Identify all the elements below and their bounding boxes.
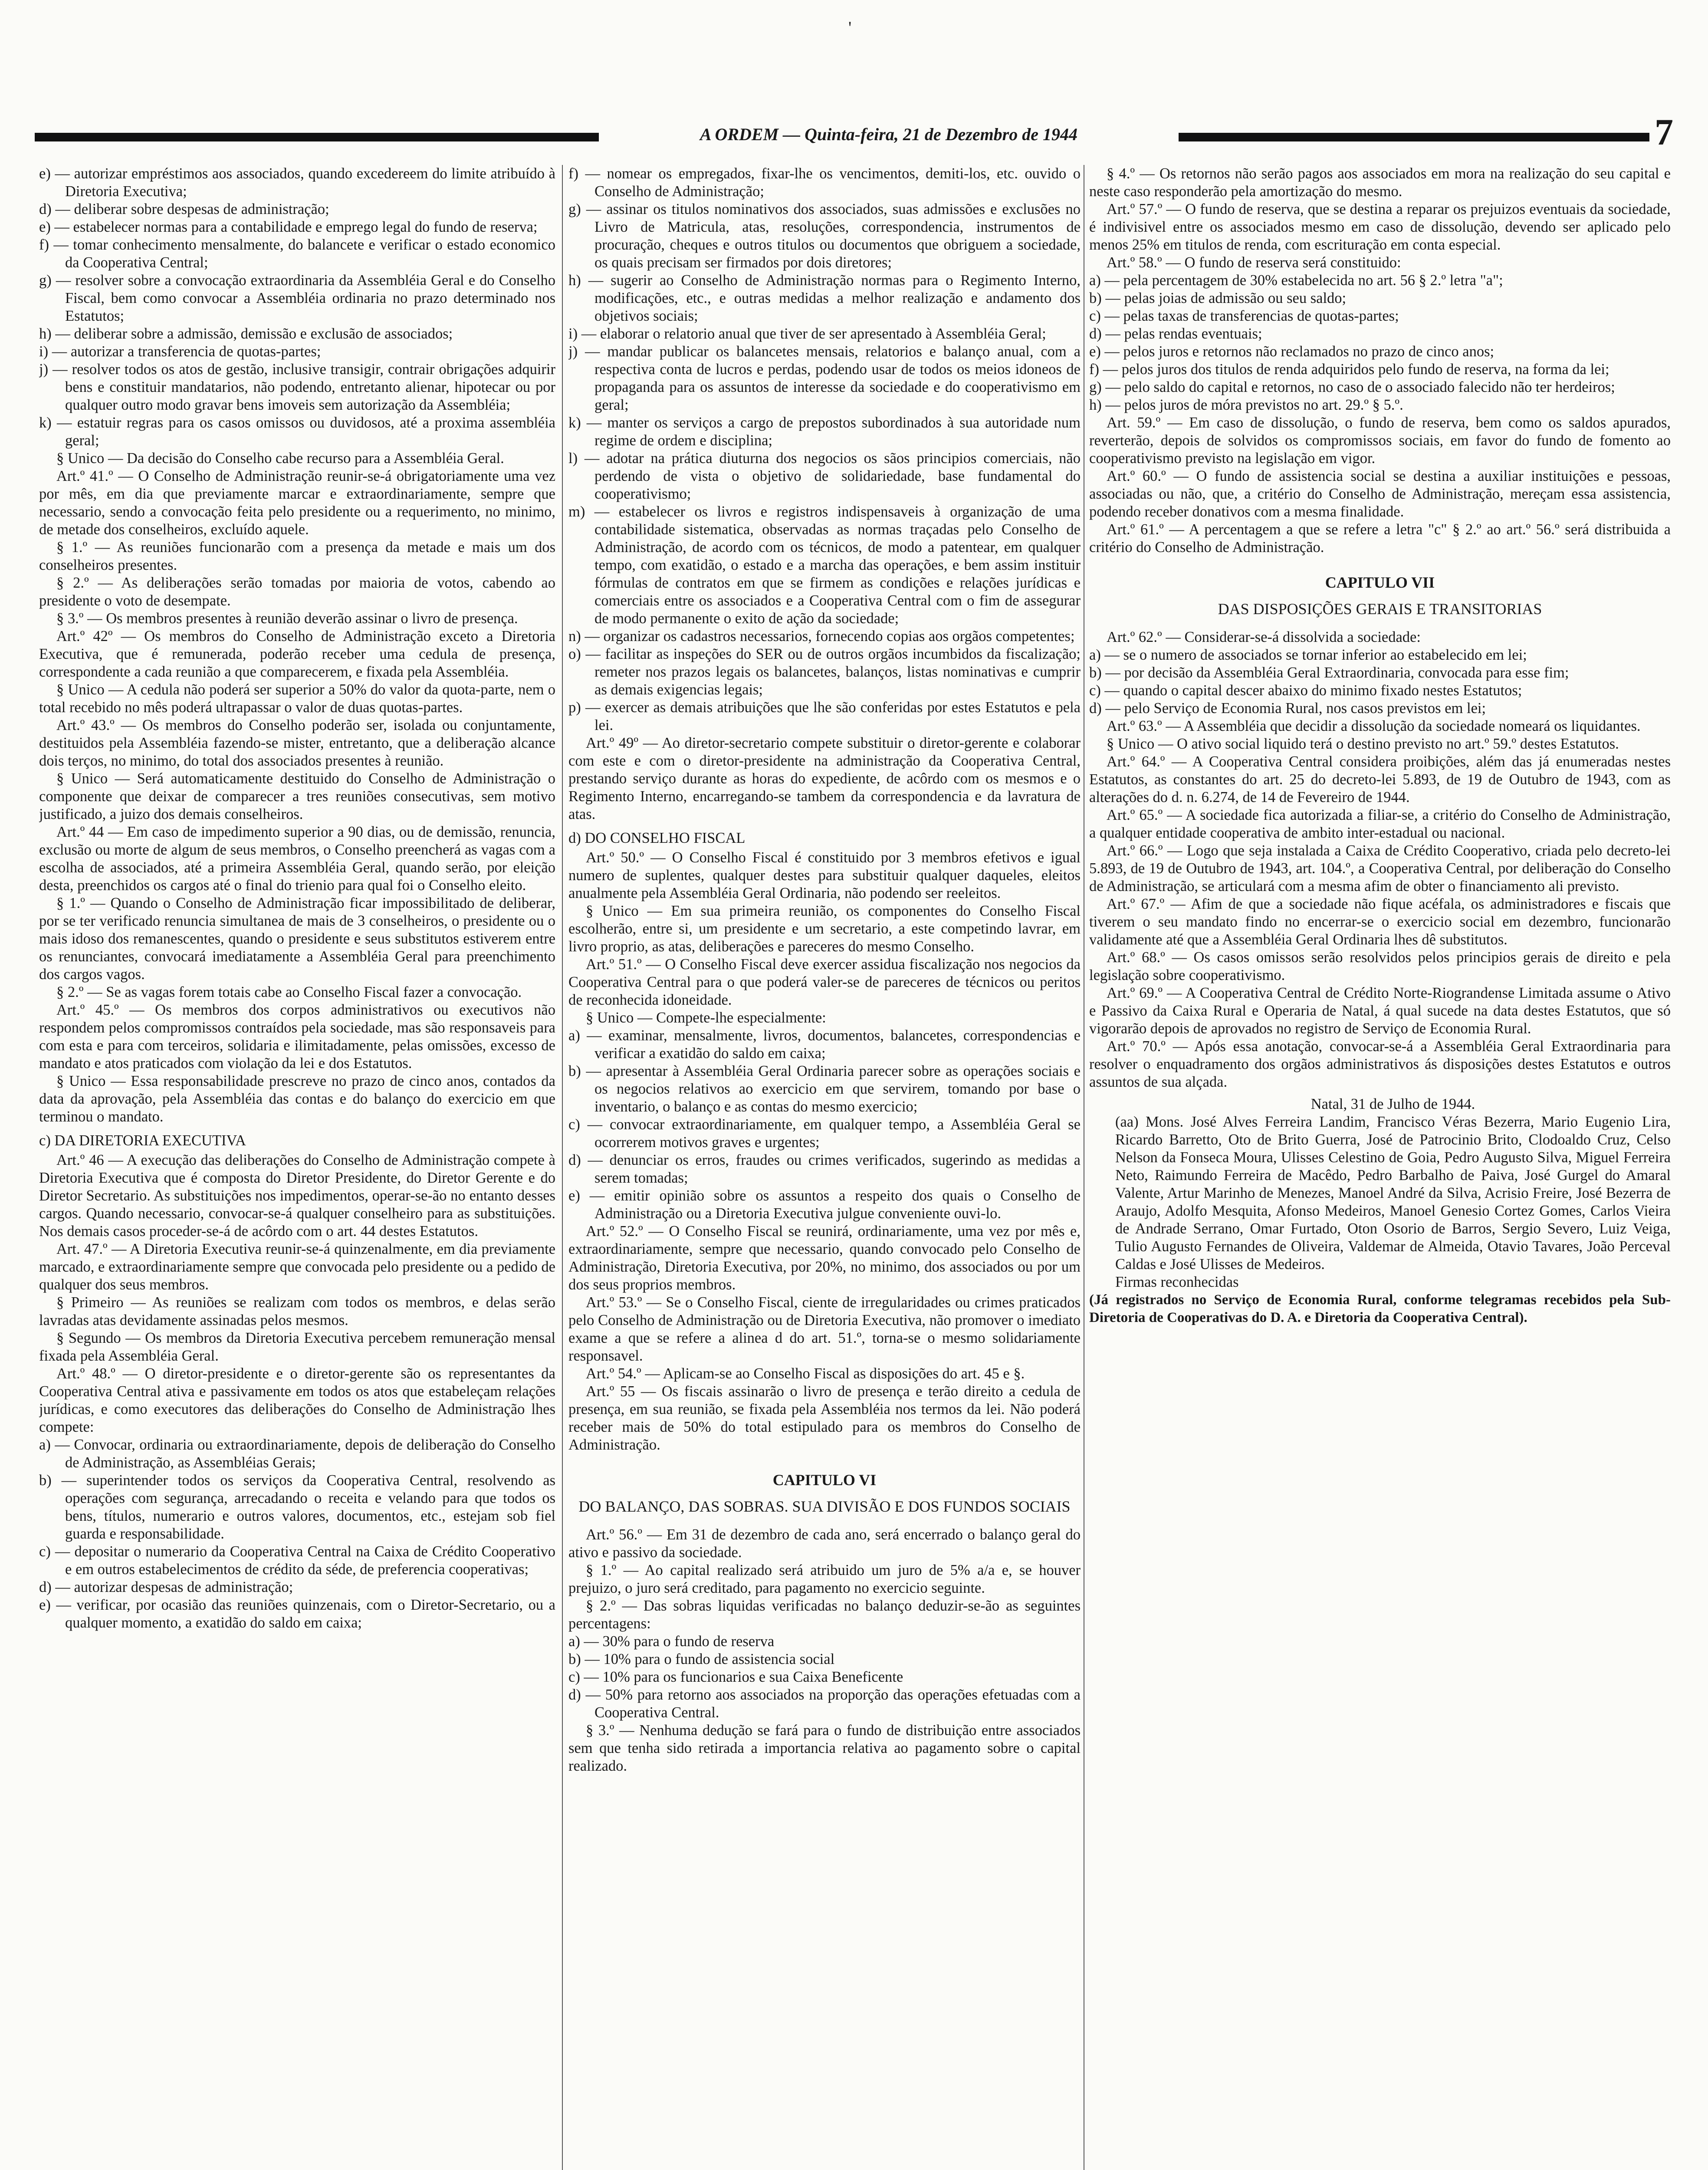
paragraph: § 3.º — Nenhuma dedução se fará para o fundo de distribuição entre associados sem que tenha sido retirada a importancia relativa ao pagamento sobre o capital realizado.: [568, 1722, 1081, 1774]
paragraph: § 1.º — Quando o Conselho de Administração ficar impossibilitado de deliberar, por se ter verificado renuncia simultanea de mais de 3 conselheiros, o presidente ou o mais idoso dos remanescentes, quando o presidente e seus substitutos estiverem entre os renunciantes, convocará imediatamente a Assembléia Geral para preenchimento dos cargos vagos.: [39, 895, 555, 983]
paragraph: g) — resolver sobre a convocação extraordinaria da Assembléia Geral e do Conselho Fiscal, bem como convocar a Assembléia ordinaria no prazo determinado nos Estatutos;: [39, 272, 555, 324]
signatures: (aa) Mons. José Alves Ferreira Landim, Francisco Véras Bezerra, Mario Eugenio Lira, Ricardo Barretto, Oto de Brito Guerra, José de Patrocinio Brito, Clodoaldo Cruz, Celso Nelson da Fonseca Moura, Ulisses Celestino de Goia, Pedro Augusto Silva, Miguel Ferreira Neto, Raimundo Ferreira de Macêdo, Pedro Barbalho de Paiva, José Gurgel do Amaral Valente, Artur Marinho de Menezes, Manoel André da Silva, Acrisio Freire, José Bezerra de Araujo, Adolfo Mesquita, Afonso Medeiros, Manoel Genesio Cortez Gomes, Carlos Vieira de Andrade Serrano, Omar Furtado, Oton Osorio de Barros, Sergio Severo, Luiz Veiga, Tulio Augusto Fernandes de Oliveira, Valdemar de Almeida, Otavio Tavares, João Perceval Caldas e José Ulisses de Medeiros.: [1115, 1114, 1671, 1272]
paragraph: § Unico — Essa responsabilidade prescreve no prazo de cinco anos, contados da data da aprovação, pela Assembléia das contas e do balanço do exercicio em que terminou o mandato.: [39, 1073, 555, 1125]
paragraph: Art.º 65.º — A sociedade fica autorizada a filiar-se, a critério do Conselho de Administração, a qualquer entidade cooperativa de ambito inter-estadual ou nacional.: [1089, 807, 1671, 841]
page-number: 7: [1649, 110, 1673, 154]
header-title: A ORDEM — Quinta-feira, 21 de Dezembro de 1944: [599, 117, 1179, 152]
paragraph: Art.º 64.º — A Cooperativa Central considera proibições, além das já enumeradas nestes Estatutos, as constantes do art. 25 do decreto-lei 5.893, de 19 de Outubro de 1943, com as alterações do d. n. 6.274, de 14 de Fevereiro de 1944.: [1089, 753, 1671, 806]
paragraph: d) — deliberar sobre despesas de administração;: [39, 201, 329, 217]
paragraph: a) — Convocar, ordinaria ou extraordinariamente, depois de deliberação do Conselho de Administração, as Assembléias Gerais;: [39, 1437, 555, 1471]
paragraph: e) — estabelecer normas para a contabilidade e emprego legal do fundo de reserva;: [39, 219, 538, 235]
paragraph: g) — assinar os titulos nominativos dos associados, suas admissões e exclusões no Livro de Matricula, atas, resoluções, correspondencia, instrumentos de procuração, cheques e outros titulos ou documentos que obriguem a sociedade, os quais precisam ser firmados por dois diretores;: [568, 201, 1081, 271]
paragraph: a) — examinar, mensalmente, livros, documentos, balancetes, correspondencias e verificar a exatidão do saldo em caixa;: [568, 1027, 1081, 1062]
paragraph: § Unico — Em sua primeira reunião, os componentes do Conselho Fiscal escolherão, entre si, um presidente e um secretario, a este competindo lavrar, em livro proprio, as atas, deliberações e pareceres do mesmo Conselho.: [568, 903, 1081, 955]
paragraph: e) — emitir opinião sobre os assuntos a respeito dos quais o Conselho de Administração ou a Diretoria Executiva julgue conveniente ouvi-lo.: [568, 1187, 1081, 1222]
paragraph: Art.º 46 — A execução das deliberações do Conselho de Administração compete à Diretoria Executiva que é composta do Diretor Presidente, do Diretor Gerente e do Diretor Secretario. As substituições nos impedimentos, operar-se-ão no entanto desses cargos. Quando necessario, convocar-se-á qualquer conselheiro para as substituições. Nos demais casos proceder-se-á de acôrdo com o art. 44 destes Estatutos.: [39, 1152, 555, 1240]
paragraph: Art.º 57.º — O fundo de reserva, que se destina a reparar os prejuizos eventuais da sociedade, é indivisivel entre os associados mesmo em caso de dissolução, devendo ser aplicado pelo menos 25% em titulos de renda, com escrituração em conta especial.: [1089, 201, 1671, 253]
paragraph: Art.º 49º — Ao diretor-secretario compete substituir o diretor-gerente e colaborar com este e com o diretor-presidente na administração da Cooperativa Central, prestando serviço durante as horas do expediente, de acôrdo com os mesmos e o Regimento Interno, encarregando-se tambem da correspondencia e da lavratura de atas.: [568, 735, 1081, 822]
page-mark: ': [848, 18, 852, 37]
paragraph: Art.º 66.º — Logo que seja instalada a Caixa de Crédito Cooperativo, criada pelo decreto-lei 5.893, de 19 de Outubro de 1943, art. 104.º, a Cooperativa Central, por deliberação do Conselho de Administração, se articulará com a mesma afim de obter o financiamento ali previsto.: [1089, 842, 1671, 894]
paragraph: j) — mandar publicar os balancetes mensais, relatorios e balanço anual, com a respectiva conta de lucros e perdas, podendo usar de todos os meios idoneos de propaganda para os assuntos de interesse da sociedade e do cooperativismo em geral;: [568, 343, 1081, 413]
paragraph: Art.º 44 — Em caso de impedimento superior a 90 dias, ou de demissão, renuncia, exclusão ou morte de algum de seus membros, o Conselho preencherá as vagas com a escolha de associados, até a primeira Assembléia Geral, quando serão, por eleição desta, preenchidos os cargos até o final do trienio para qual foi o Conselho eleito.: [39, 824, 555, 894]
paragraph: § Segundo — Os membros da Diretoria Executiva percebem remuneração mensal fixada pela Assembléia Geral.: [39, 1330, 555, 1364]
paragraph: § 3.º — Os membros presentes à reunião deverão assinar o livro de presença.: [56, 610, 518, 627]
paragraph: c) — 10% para os funcionarios e sua Caixa Beneficente: [568, 1669, 903, 1685]
paragraph: h) — pelos juros de móra previstos no art. 29.º § 5.º.: [1089, 397, 1403, 413]
paragraph: Art.º 58.º — O fundo de reserva será constituido:: [1107, 254, 1401, 271]
paragraph: g) — pelo saldo do capital e retornos, no caso de o associado falecido não ter herdeiros;: [1089, 379, 1615, 395]
paragraph: § 2.º — Das sobras liquidas verificadas no balanço deduzir-se-ão as seguintes percentagens:: [568, 1598, 1081, 1632]
paragraph: § Primeiro — As reuniões se realizam com todos os membros, e delas serão lavradas atas devidamente assinadas pelos mesmos.: [39, 1294, 555, 1328]
paragraph: Art.º 62.º — Considerar-se-á dissolvida a sociedade:: [1107, 629, 1421, 645]
paragraph: § 1.º — Ao capital realizado será atribuido um juro de 5% a/a e, se houver prejuizo, o juro será creditado, para pagamento no exercicio seguinte.: [568, 1562, 1081, 1596]
paragraph: Art.º 67.º — Afim de que a sociedade não fique acéfala, os administradores e fiscais que tiverem o seu mandato findo no encerrar-se o exercicio social em dezembro, funcionarão validamente até que a Assembléia Geral Ordinaria lhes dê substitutos.: [1089, 896, 1671, 948]
paragraph: Art.º 45.º — Os membros dos corpos administrativos ou executivos não respondem pelos compromissos contraídos pela sociedade, mas são responsaveis para com esta e para com terceiros, solidaria e ilimitadamente, pelas omissões, excesso de mandato e atos praticados com violação da lei e dos Estatutos.: [39, 1002, 555, 1072]
paragraph: Art.º 55 — Os fiscais assinarão o livro de presença e terão direito a cedula de presença, em sua reunião, se fixada pela Assembléia nos termos da lei. Não poderá receber mais de 50% do total estipulado para os membros do Conselho de Administração.: [568, 1383, 1081, 1453]
paragraph: c) — pelas taxas de transferencias de quotas-partes;: [1089, 308, 1399, 324]
paragraph: Art.º 61.º — A percentagem a que se refere a letra "c" § 2.º ao art.º 56.º será distribuida a critério do Conselho de Administração.: [1089, 521, 1671, 556]
paragraph: Art.º 56.º — Em 31 de dezembro de cada ano, será encerrado o balanço geral do ativo e passivo da sociedade.: [568, 1526, 1081, 1561]
paragraph: b) — pelas joias de admissão ou seu saldo;: [1089, 290, 1347, 306]
firmas-note: Firmas reconhecidas: [1115, 1274, 1239, 1290]
paragraph: Art.º 68.º — Os casos omissos serão resolvidos pelos principios gerais de direito e pela legislação sobre cooperativismo.: [1089, 949, 1671, 983]
paragraph: § Unico — Compete-lhe especialmente:: [586, 1009, 826, 1026]
paragraph: f) — tomar conhecimento mensalmente, do balancete e verificar o estado economico da Cooperativa Central;: [39, 237, 555, 271]
paragraph: Art.º 69.º — A Cooperativa Central de Crédito Norte-Riograndense Limitada assume o Ativo e Passivo da Caixa Rural e Operaria de Natal, á qual sucede na data destes Estatutos, que só vigorarão depois de aprovados no registro de Serviço de Economia Rural.: [1089, 985, 1671, 1037]
registration-note: (Já registrados no Serviço de Economia Rural, conforme telegramas recebidos pela Sub-Diretoria de Cooperativas do D. A. e Diretoria da Cooperativa Central).: [1089, 1292, 1671, 1325]
paragraph: n) — organizar os cadastros necessarios, fornecendo copias aos orgãos competentes;: [568, 628, 1075, 644]
paragraph: j) — resolver todos os atos de gestão, inclusive transigir, contrair obrigações adquirir bens e constituir mandatarios, não podendo, entretanto alienar, hipotecar ou por qualquer outro modo gravar bens imoveis sem autorização da Assembléia;: [39, 361, 555, 413]
paragraph: o) — facilitar as inspeções do SER ou de outros orgãos incumbidos da fiscalização; remeter nos prazos legais os balancetes, balanços, listas nominativas e cumprir as demais exigencias legais;: [568, 646, 1081, 698]
paragraph: § 2.º — Se as vagas forem totais cabe ao Conselho Fiscal fazer a convocação.: [56, 984, 522, 1000]
paragraph: Art.º 41.º — O Conselho de Administração reunir-se-á obrigatoriamente uma vez por mês, em dia que previamente marcar e extraordinariamente, sempre que necessario, sendo a convocação feita pelo presidente ou a requerimento, no minimo, de metade dos conselheiros, excluído aquele.: [39, 468, 555, 538]
page-header: [35, 111, 1673, 153]
paragraph: b) — por decisão da Assembléia Geral Extraordinaria, convocada para esse fim;: [1089, 664, 1569, 681]
paragraph: i) — autorizar a transferencia de quotas-partes;: [39, 343, 321, 360]
paragraph: l) — adotar na prática diuturna dos negocios os sãos principios comerciais, não perdendo de vista o objetivo de solidariedade, base fundamental do cooperativismo;: [568, 450, 1081, 502]
section-heading: c) DA DIRETORIA EXECUTIVA: [39, 1132, 246, 1149]
paragraph: Art. 47.º — A Diretoria Executiva reunir-se-á quinzenalmente, em dia previamente marcado, e extraordinariamente sempre que convocada pelo presidente ou a pedido de qualquer dos seus membros.: [39, 1241, 555, 1293]
paragraph: § 4.º — Os retornos não serão pagos aos associados em mora na realização do seu capital e neste caso responderão pela amortização do mesmo.: [1089, 165, 1671, 200]
column-3: [1089, 165, 1671, 2170]
paragraph: d) — autorizar despesas de administração;: [39, 1579, 293, 1595]
paragraph: e) — autorizar empréstimos aos associados, quando excedereem do limite atribuído à Diretoria Executiva;: [39, 165, 555, 200]
paragraph: Art.º 48.º — O diretor-presidente e o diretor-gerente são os representantes da Cooperativa Central ativa e passivamente em todos os atos que estabeleçam relações jurídicas, e como executores das deliberações do Conselho de Administração lhes compete:: [39, 1365, 555, 1435]
paragraph: Art.º 50.º — O Conselho Fiscal é constituido por 3 membros efetivos e igual numero de suplentes, qualquer destes para substituir qualquer daqueles, eleitos anualmente pela Assembléia Geral Ordinaria, não podendo ser reeleitos.: [568, 849, 1081, 901]
paragraph: c) — depositar o numerario da Cooperativa Central na Caixa de Crédito Cooperativo e em outros estabelecimentos de crédito da séde, de preferencia cooperativas;: [39, 1543, 555, 1578]
section-heading: d) DO CONSELHO FISCAL: [568, 830, 746, 846]
paragraph: f) — nomear os empregados, fixar-lhe os vencimentos, demiti-los, etc. ouvido o Conselho de Administração;: [568, 165, 1081, 200]
paragraph: a) — se o numero de associados se tornar inferior ao estabelecido em lei;: [1089, 647, 1527, 663]
column-2-paragraphs-c: [568, 1526, 1081, 1775]
column-1: [39, 165, 555, 2170]
column-3-paragraphs-b: [1089, 628, 1671, 1091]
paragraph: h) — sugerir ao Conselho de Administração normas para o Regimento Interno, modificações, etc., e outras medidas a melhor realização e andamento dos objetivos sociais;: [568, 272, 1081, 324]
paragraph: k) — estatuir regras para os casos omissos ou duvidosos, até a proxima assembléia geral;: [39, 414, 555, 449]
paragraph: m) — estabelecer os livros e registros indispensaveis à organização de uma contabilidade sistematica, observadas as normas traçadas pelo Conselho de Administração, de acordo com os técnicos, de modo a patentear, em qualquer tempo, com exatidão, o estado e a marcha das operações, e bem assim instituir fórmulas de contratos em que se firmem as condições e relações jurídicas e comerciais entre os associados e a Cooperativa Central com o fim de assegurar de modo permanente o exito de ação da sociedade;: [568, 503, 1081, 627]
paragraph: Art.º 52.º — O Conselho Fiscal se reunirá, ordinariamente, uma vez por mês e, extraordinariamente, sempre que necessario, quando convocado pelo Conselho de Administração, Diretoria Executiva, por 20%, no minimo, dos associados ou por um dos seus proprios membros.: [568, 1223, 1081, 1293]
paragraph: Art.º 60.º — O fundo de assistencia social se destina a auxiliar instituições e pessoas, associadas ou não, que, a critério do Conselho de Administração, mereçam essa assistencia, podendo receber donativos com a mesma finalidade.: [1089, 468, 1671, 520]
paragraph: b) — 10% para o fundo de assistencia social: [568, 1651, 835, 1667]
paragraph: § 1.º — As reuniões funcionarão com a presença da metade e mais um dos conselheiros presentes.: [39, 539, 555, 573]
paragraph: d) — denunciar os erros, fraudes ou crimes verificados, sugerindo as medidas a serem tomadas;: [568, 1152, 1081, 1186]
paragraph: e) — verificar, por ocasião das reuniões quinzenais, com o Diretor-Secretario, ou a qualquer momento, a exatidão do saldo em caixa;: [39, 1597, 555, 1631]
paragraph: Art.º 70.º — Após essa anotação, convocar-se-á a Assembléia Geral Extraordinaria para resolver o enquadramento dos orgãos administrativos ás disposições destes Estatutos e outros assuntos de sua alçada.: [1089, 1038, 1671, 1090]
column-1-paragraphs: [39, 165, 555, 1126]
paragraph: § Unico — Da decisão do Conselho cabe recurso para a Assembléia Geral.: [56, 450, 504, 467]
column-2: [568, 165, 1081, 2170]
paragraph: Art.º 63.º — A Assembléia que decidir a dissolução da sociedade nomeará os liquidantes.: [1107, 718, 1641, 734]
column-2-paragraphs: [568, 165, 1081, 823]
chapter-heading: CAPITULO VII: [1325, 574, 1435, 591]
paragraph: i) — elaborar o relatorio anual que tiver de ser apresentado à Assembléia Geral;: [568, 326, 1046, 342]
paragraph: k) — manter os serviços a cargo de prepostos subordinados à sua autoridade num regime de ordem e disciplina;: [568, 414, 1081, 449]
paragraph: Art. 59.º — Em caso de dissolução, o fundo de reserva, bem como os saldos apurados, reverterão, depois de solvidos os compromissos sociais, em favor do fundo de fomento ao cooperativismo previsto na legislação em vigor.: [1089, 414, 1671, 467]
column-1-paragraphs-b: [39, 1151, 555, 1632]
paragraph: § Unico — Será automaticamente destituido do Conselho de Administração o componente que deixar de comparecer a tres reuniões consecutivas, sem motivo justificado, a juizo dos demais conselheiros.: [39, 770, 555, 822]
paragraph: Art.º 43.º — Os membros do Conselho poderão ser, isolada ou conjuntamente, destituidos pela Assembléia fazendo-se mister, entretanto, que a deliberação alcance dois terços, no minimo, do total dos associados presentes à reunião.: [39, 717, 555, 769]
paragraph: d) — 50% para retorno aos associados na proporção das operações efetuadas com a Cooperativa Central.: [568, 1687, 1081, 1721]
paragraph: a) — pela percentagem de 30% estabelecida no art. 56 § 2.º letra "a";: [1089, 272, 1503, 289]
paragraph: h) — deliberar sobre a admissão, demissão e exclusão de associados;: [39, 326, 453, 342]
paragraph: e) — pelos juros e retornos não reclamados no prazo de cinco anos;: [1089, 343, 1494, 360]
chapter-heading: CAPITULO VI: [772, 1471, 877, 1489]
paragraph: § 2.º — As deliberações serão tomadas por maioria de votos, cabendo ao presidente o voto de desempate.: [39, 575, 555, 609]
column-3-paragraphs: [1089, 165, 1671, 556]
paragraph: § Unico — A cedula não poderá ser superior a 50% do valor da quota-parte, nem o total recebido no mês poderá ultrapassar o valor de duas quotas-partes.: [39, 681, 555, 716]
paragraph: d) — pelo Serviço de Economia Rural, nos casos previstos em lei;: [1089, 700, 1486, 717]
chapter-title: DAS DISPOSIÇÕES GERAIS E TRANSITORIAS: [1218, 600, 1542, 618]
column-divider: [562, 165, 563, 2170]
paragraph: a) — 30% para o fundo de reserva: [568, 1633, 775, 1650]
column-2-paragraphs-b: [568, 849, 1081, 1454]
paragraph: Art.º 53.º — Se o Conselho Fiscal, ciente de irregularidades ou crimes praticados pelo Conselho de Administração ou de Diretoria Executiva, não promover o imediato exame a que se refere a alinea d do art. 51.º, torna-se o mesmo solidariamente responsavel.: [568, 1294, 1081, 1364]
paragraph: c) — quando o capital descer abaixo do minimo fixado nestes Estatutos;: [1089, 682, 1522, 699]
paragraph: p) — exercer as demais atribuições que lhe são conferidas por estes Estatutos e pela lei.: [568, 699, 1081, 733]
paragraph: Art.º 54.º — Aplicam-se ao Conselho Fiscal as disposições do art. 45 e §.: [586, 1365, 1025, 1382]
paragraph: § Unico — O ativo social liquido terá o destino previsto no art.º 59.º destes Estatutos.: [1107, 736, 1619, 752]
paragraph: Art.º 51.º — O Conselho Fiscal deve exercer assidua fiscalização nos negocios da Cooperativa Central para o que poderá valer-se de pareceres de técnicos ou peritos de reconhecida idoneidade.: [568, 956, 1081, 1008]
chapter-title: DO BALANÇO, DAS SOBRAS. SUA DIVISÃO E DOS FUNDOS SOCIAIS: [578, 1498, 1071, 1515]
paragraph: f) — pelos juros dos titulos de renda adquiridos pelo fundo de reserva, na forma da lei;: [1089, 361, 1609, 378]
paragraph: b) — apresentar à Assembléia Geral Ordinaria parecer sobre as operações sociais e os negocios relativos ao exercicio em que servirem, tomando por base o inventario, o balanço e as contas do mesmo exercicio;: [568, 1063, 1081, 1115]
paragraph: Art.º 42º — Os membros do Conselho de Administração exceto a Diretoria Executiva, que é remunerada, poderão receber uma cedula de presença, correspondente a cada reunião a que comparecerem, e fixada pela Assembléia.: [39, 628, 555, 680]
signature-date: Natal, 31 de Julho de 1944.: [1311, 1096, 1475, 1112]
paragraph: b) — superintender todos os serviços da Cooperativa Central, resolvendo as operações com segurança, arrecadando o receita e velando para que todos os bens, títulos, numerario e outros valores, documentos, etc., estejam sob fiel guarda e responsabilidade.: [39, 1472, 555, 1542]
paragraph: d) — pelas rendas eventuais;: [1089, 326, 1262, 342]
paragraph: c) — convocar extraordinariamente, em qualquer tempo, a Assembléia Geral se ocorrerem motivos graves e urgentes;: [568, 1116, 1081, 1151]
